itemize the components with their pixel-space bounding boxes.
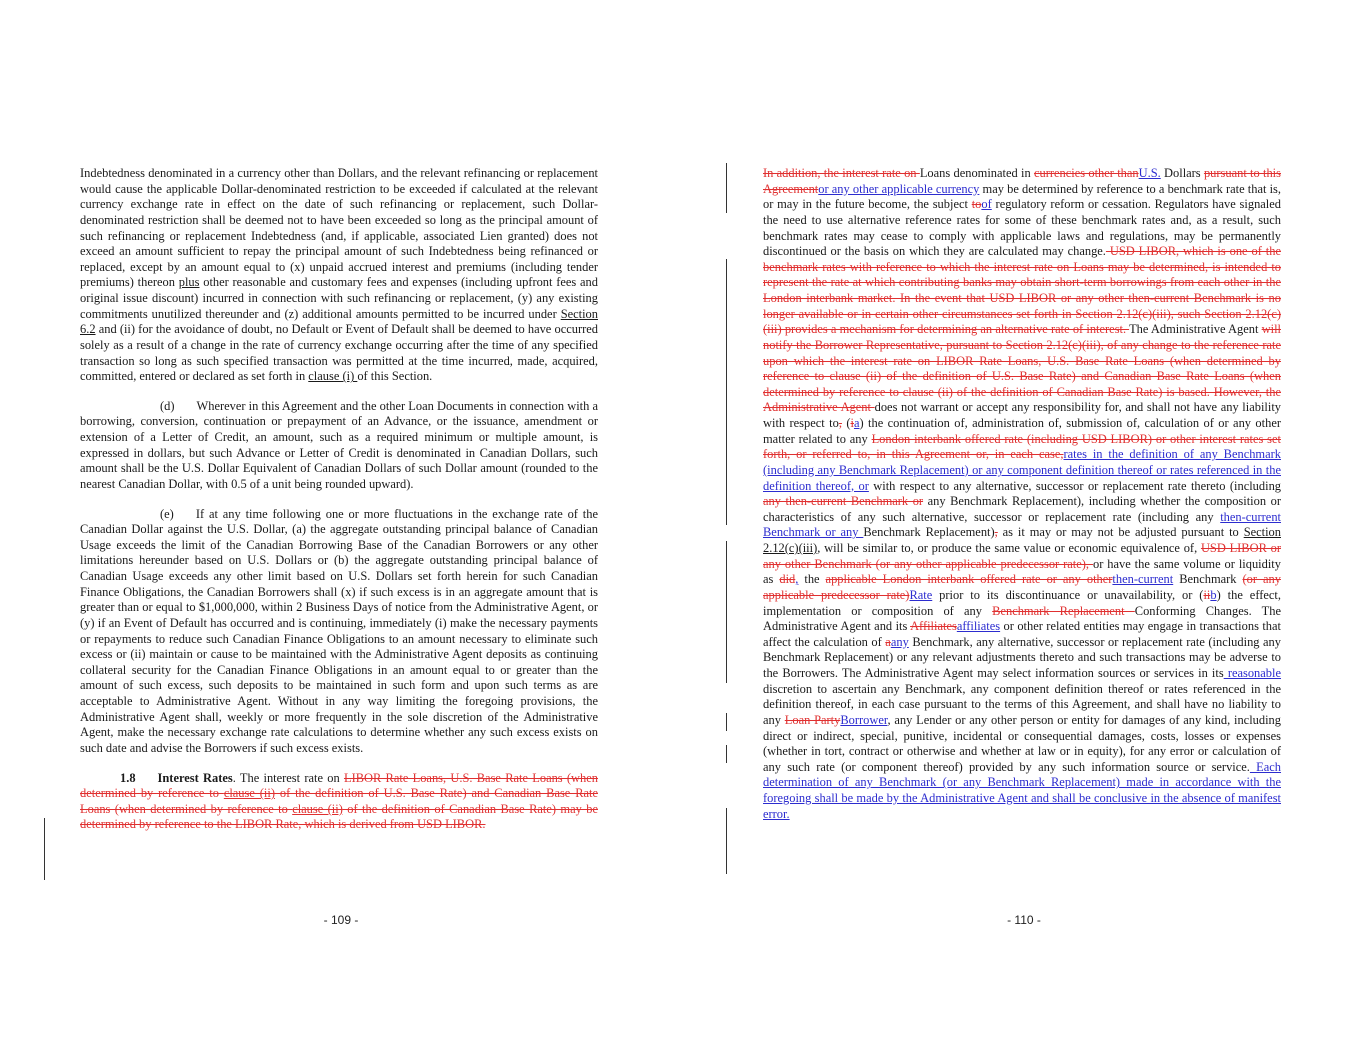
change-bar [726, 541, 727, 683]
change-bar [726, 745, 727, 763]
inserted-text: rates in the definition of any Benchmark (including any Benchmark Replacement) or any component definition thereof or rates referenced in the definition thereof, or [763, 447, 1281, 493]
deleted-text: Benchmark Replacement [992, 603, 1135, 618]
deleted-text: any then-current Benchmark or [763, 494, 924, 509]
section-heading: Interest Rates [157, 770, 233, 785]
paragraph-e-label: (e) [160, 506, 174, 521]
body-text: Conforming Changes. The Administrative Agent and its [763, 603, 1282, 634]
body-text: or other related entities may engage in transactions that affect the calculation of [763, 619, 1281, 649]
body-text: Benchmark Replacement) [863, 525, 995, 540]
change-bar [726, 713, 727, 731]
body-text: prior to its discontinuance or unavailability, or ( [932, 587, 1204, 602]
deleted-text: pursuant to this Agreement [763, 166, 1281, 196]
body-text: ) the effect, implementation or composition of any [763, 587, 1281, 618]
page-109-body [80, 166, 598, 847]
inserted-text: any [890, 634, 909, 649]
inserted-text: a [853, 416, 860, 430]
section-number: 1.8 [120, 770, 136, 785]
deleted-text: (or any applicable predecessor rate) [763, 572, 1281, 602]
inserted-text: or any other applicable currency [818, 181, 980, 196]
inserted-text: b [1210, 587, 1217, 602]
change-bar [726, 259, 727, 525]
deleted-text: applicable London interbank offered rate or any other [825, 572, 1113, 587]
body-text: discretion to ascertain any Benchmark, any component definition thereof or rates referenced in the definition thereof, in each case pursuant to the terms of this Agreement, and shall have no liability to any [763, 681, 1281, 727]
body-text: Dollars [1160, 166, 1204, 180]
body-text: regulatory reform or cessation. Regulators have signaled the need to use alternative reference rates for some of these benchmark rates and, as a result, such benchmark rates may cease to comply with applicable laws and regulations, may be permanently discontinued or the basis on which they are calculated may change. [763, 197, 1281, 259]
deleted-text: did [779, 572, 796, 587]
deleted-text: , [994, 525, 998, 540]
paragraph-redline [763, 166, 1281, 822]
deleted-text: LIBOR Rate Loans, U.S. Base Rate Loans (when determined by reference to [80, 770, 598, 801]
inserted-text: U.S. [1138, 166, 1161, 180]
body-text: Benchmark, any alternative, successor or replacement rate (including any Benchmark Replacement) or any relevant adjustments thereto and such transactions may be adverse to the Borrowers. The Administrative Agent may select information sources or services in its [763, 634, 1281, 680]
plus-term: plus [178, 275, 200, 290]
deleted-text: to [971, 197, 982, 212]
inserted-text: then-current [1112, 572, 1174, 587]
deleted-text: currencies other than [1033, 166, 1139, 180]
deleted-text: London interbank offered rate (including USD LIBOR) or other interest rates set forth, or referred to, in this Agreement or, in each case, [763, 431, 1281, 462]
body-text: as it may or may not be adjusted pursuant to [997, 525, 1244, 540]
deleted-text: USD LIBOR or any other Benchmark (or any other applicable predecessor rate), [763, 541, 1281, 571]
clause-reference: clause (i) [308, 369, 358, 384]
deleted-text: a [885, 634, 891, 649]
paragraph-d: (d) Wherever in this Agreement and the other Loan Documents in connection with a borrowing, conversion, continuation or prepayment of an Advance, or the issuance, amendment or extension of a Letter of Credit, an amount, such as a required minimum or multiple amount, is expressed in dollars, but such Advance or Letter of Credit is denominated in Canadian Dollars, such amount shall be the U.S. Dollar Equivalent of Canadian Dollars of such Dollar amount (rounded to the nearest Canadian Dollar, with 0.5 of a unit being rounded upward). [80, 398, 598, 491]
deleted-text: In addition, the interest rate on [763, 166, 920, 180]
deleted-text: Affiliates [910, 619, 957, 634]
page-number: - 110 - [1007, 913, 1041, 927]
change-bar [726, 808, 727, 874]
deleted-text: USD LIBOR, which is one of the benchmark rates with reference to which the interest rate on Loans may be determined, is intended to represent the rate at which contributing banks may obtain short-term borrowings from each other in the London interbank market. In the event that USD LIBOR or any other then-current Benchmark is no longer available or in certain other circumstances set forth in Section 2.12(c)(iii), such Section 2.12(c)(iii) provides a mechanism for determining an alternative rate of interest. [763, 244, 1281, 337]
inserted-text: of [981, 197, 992, 212]
body-text: or have the same volume or liquidity as [763, 556, 1281, 587]
page-110 [683, 0, 1365, 1055]
body-text: Loans denominated in [919, 166, 1034, 180]
deleted-text: ii [1203, 587, 1211, 602]
inserted-text: Rate [909, 587, 933, 602]
body-text: ) the continuation of, administration of, submission of, calculation of or any other matter related to any [763, 416, 1281, 446]
deleted-text: , [838, 416, 842, 430]
body-text: , any Lender or any other person or entity for damages of any kind, including direct or indirect, special, punitive, incidental or consequential damages, costs, losses or expenses (whether in tort, contract or otherwise and whether at law or in equity), for any error or calculation of any such rate (or component thereof) provided by any such information source or service. [763, 712, 1281, 774]
body-text: does not warrant or accept any responsibility for, and shall not have any liability with respect to [763, 400, 1281, 430]
paragraph-continuation: Indebtedness denominated in a currency other than Dollars, and the relevant refinancing or replacement would cause the applicable Dollar-denominated restriction to be exceeded if calculated at the relevant currency exchange rate in effect on the date of such refinancing or replacement, such Dollar-denominated restriction shall be deemed not to have been exceeded so long as the principal amount of such refinancing or replacement Indebtedness (and, if applicable, associated Lien granted) does not exceed an amount sufficient to repay the principal amount of such Indebtedness being refinanced or replaced, except by an amount equal to (x) unpaid accrued interest and premiums (including tender premiums) thereon plus other reasonable and customary fees and expenses (including upfront fees and original issue discount) incurred in connection with such refinancing or replacement, (y) any existing commitments unutilized thereunder and (z) additional amounts permitted to be incurred under Section 6.2 and (ii) for the avoidance of doubt, no Default or Event of Default shall be deemed to have occurred solely as a result of a change in the rate of currency exchange occurring after the time of any specified transaction so long as such specified transaction was permitted at the time incurred, made, acquired, committed, entered or declared as set forth in clause (i) of this Section. [80, 166, 598, 384]
inserted-text: then-current Benchmark or any [763, 509, 1281, 540]
page-number: - 109 - [323, 913, 359, 927]
change-bar [726, 163, 727, 213]
body-text: any Benchmark Replacement), including whether the composition or characteristics of any such alternative, successor or replacement rate (including any [763, 494, 1281, 524]
page-109 [0, 0, 682, 1055]
inserted-text: affiliates [956, 619, 1001, 634]
change-bar [44, 818, 45, 880]
section-reference: Section 6.2 [80, 306, 598, 337]
inserted-text: Borrower [840, 712, 888, 727]
paragraph-d-label: (d) [160, 398, 175, 413]
inserted-text: reasonable [1223, 666, 1281, 680]
inserted-text: , [795, 572, 799, 587]
deleted-text: i [850, 416, 854, 430]
deleted-text: Loan Party [784, 712, 841, 727]
page-110-body [763, 166, 1281, 836]
body-text: ( [841, 416, 851, 430]
body-text: may be determined by reference to a benchmark rate that is, or may in the future become, the subject [763, 181, 1282, 212]
body-text: the [798, 572, 826, 587]
section-reference: Section 2.12(c)(iii) [763, 525, 1281, 555]
inserted-text: Each determination of any Benchmark (or any Benchmark Replacement) made in accordance with the foregoing shall be made by the Administrative Agent and shall be conclusive in the absence of manifest error. [763, 759, 1282, 821]
section-1-8: 1.8 Interest Rates. The interest rate on LIBOR Rate Loans, U.S. Base Rate Loans (when determined by reference to clause (ii) of the definition of U.S. Base Rate) and Canadian Base Rate Loans (when determined by reference to clause (ii) of the definition of Canadian Base Rate) may be determined by reference to the LIBOR Rate, which is derived from USD LIBOR. [80, 770, 598, 832]
body-text: , will be similar to, or produce the same value or economic equivalence of, [817, 541, 1201, 555]
body-text: Benchmark [1173, 572, 1243, 587]
deleted-text: will notify the Borrower Representative, pursuant to Section 2.12(c)(iii), of any change to the reference rate upon which the interest rate on LIBOR Rate Loans, U.S. Base Rate Loans (when determined by reference to clause (ii) of the definition of U.S. Base Rate) and Canadian Base Rate Loans (when determined by reference to clause (ii) of the definition of Canadian Base Rate) is based. However, the Administrative Agent [763, 322, 1281, 415]
body-text: The Administrative Agent [1129, 322, 1262, 337]
paragraph-e: (e) If at any time following one or more fluctuations in the exchange rate of the Canadian Dollar against the U.S. Dollar, (a) the aggregate outstanding principal balance of Canadian Usage exceeds the limit of the Canadian Borrowing Base of the Canadian Borrowers or any other limitations hereunder based on U.S. Dollars or (b) the aggregate outstanding principal balance of Canadian Usage exceeds any other limit based on U.S. Dollars set forth herein for such Canadian Finance Obligations, the Canadian Borrowers shall (x) if such excess is in an aggregate amount that is greater than or equal to $1,000,000, within 2 Business Days of notice from the Administrative Agent, or (y) if an Event of Default has occurred and is continuing, immediately (i) make the necessary payments or repayments to reduce such Canadian Finance Obligations to an amount necessary to eliminate such excess or (ii) maintain or cause to be maintained with the Administrative Agent deposits as continuing collateral security for the Canadian Finance Obligations in an amount equal to or greater than the amount of such excess, such deposits to be maintained in such form and upon such terms as are acceptable to Administrative Agent. Without in any way limiting the foregoing provisions, the Administrative Agent shall, weekly or more frequently in the sole discretion of the Administrative Agent, make the necessary exchange rate calculations to determine whether any such excess exists on such date and advise the Borrowers if such excess exists. [80, 506, 598, 755]
body-text: with respect to any alternative, successor or replacement rate thereto (including [868, 478, 1282, 493]
